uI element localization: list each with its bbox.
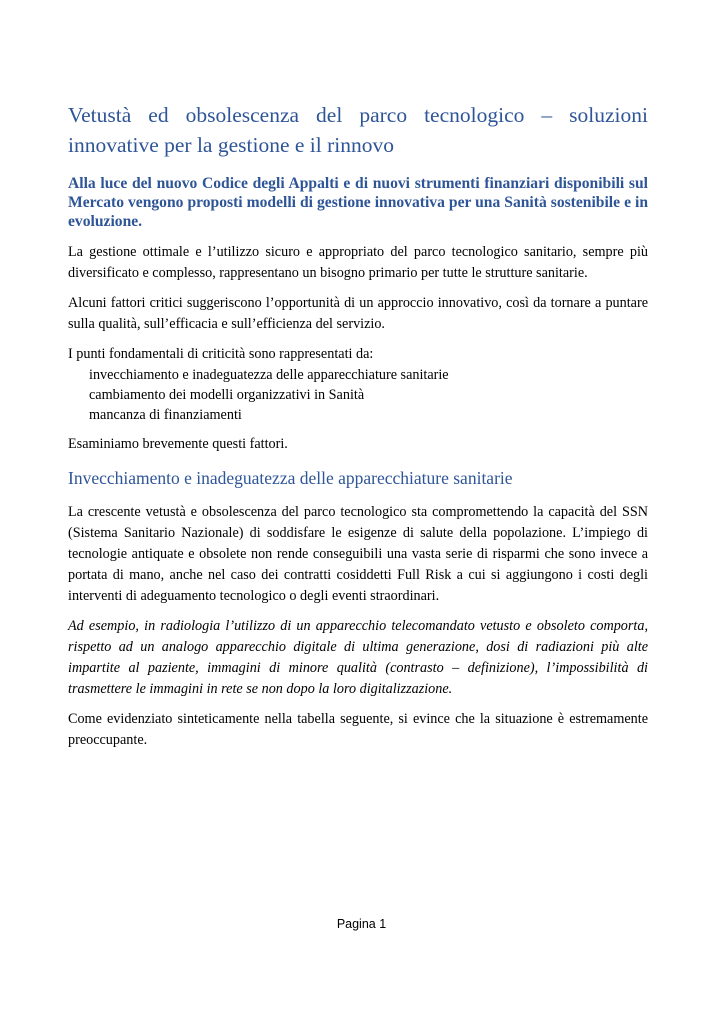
example-paragraph: Ad esempio, in radiologia l’utilizzo di un apparecchio telecomandato vetusto e obsoleto comporta, rispetto ad un analogo apparecchio digitale di ultima generazione, dosi di radiazioni più alte impartite al paziente, immagini di minore qualità (contrasto – definizione), l’impossibilità di trasmettere le immagini in rete se non dopo la loro digitalizzazione. (68, 618, 648, 697)
examine-paragraph: Esaminiamo brevemente questi fattori. (68, 436, 288, 452)
critical-factors-paragraph: Alcuni fattori critici suggeriscono l’opportunità di un approccio innovativo, così da tornare a puntare sulla qualità, sull’efficacia e sull’efficienza del servizio. (68, 295, 648, 332)
conclusion-paragraph: Come evidenziato sinteticamente nella tabella seguente, si evince che la situazione è estremamente preoccupante. (68, 711, 648, 748)
criticality-intro: I punti fondamentali di criticità sono rappresentati da: (68, 346, 374, 362)
document-subtitle: Alla luce del nuovo Codice degli Appalti e di nuovi strumenti finanziari disponibili sul Mercato vengono proposti modelli di gestione innovativa per una Sanità sostenibile e in evoluzione. (68, 175, 648, 230)
list-item: mancanza di finanziamenti (89, 407, 242, 423)
section-paragraph: La crescente vetustà e obsolescenza del parco tecnologico sta compromettendo la capacità del SSN (Sistema Sanitario Nazionale) di soddisfare le esigenze di salute della popolazione. L’impiego di tecnologie antiquate e obsolete non rende conseguibili una vasta serie di risparmi che sono invece a portata di mano, anche nel caso dei contratti cosiddetti Full Risk a cui si aggiungono i costi degli interventi di adeguamento tecnologico o degli eventi straordinari. (68, 504, 648, 604)
page-content (68, 100, 648, 760)
intro-paragraph: La gestione ottimale e l’utilizzo sicuro e appropriato del parco tecnologico sanitario, sempre più diversificato e complesso, rappresentano un bisogno primario per tutte le strutture sanitarie. (68, 244, 648, 281)
list-item: cambiamento dei modelli organizzativi in Sanità (89, 387, 365, 403)
list-item: invecchiamento e inadeguatezza delle apparecchiature sanitarie (89, 367, 449, 383)
page-footer: Pagina 1 (336, 917, 387, 931)
section-heading: Invecchiamento e inadeguatezza delle apparecchiature sanitarie (68, 468, 513, 488)
criticality-list (68, 365, 648, 425)
document-title: Vetustà ed obsolescenza del parco tecnologico – soluzioni innovative per la gestione e il rinnovo (68, 103, 648, 157)
